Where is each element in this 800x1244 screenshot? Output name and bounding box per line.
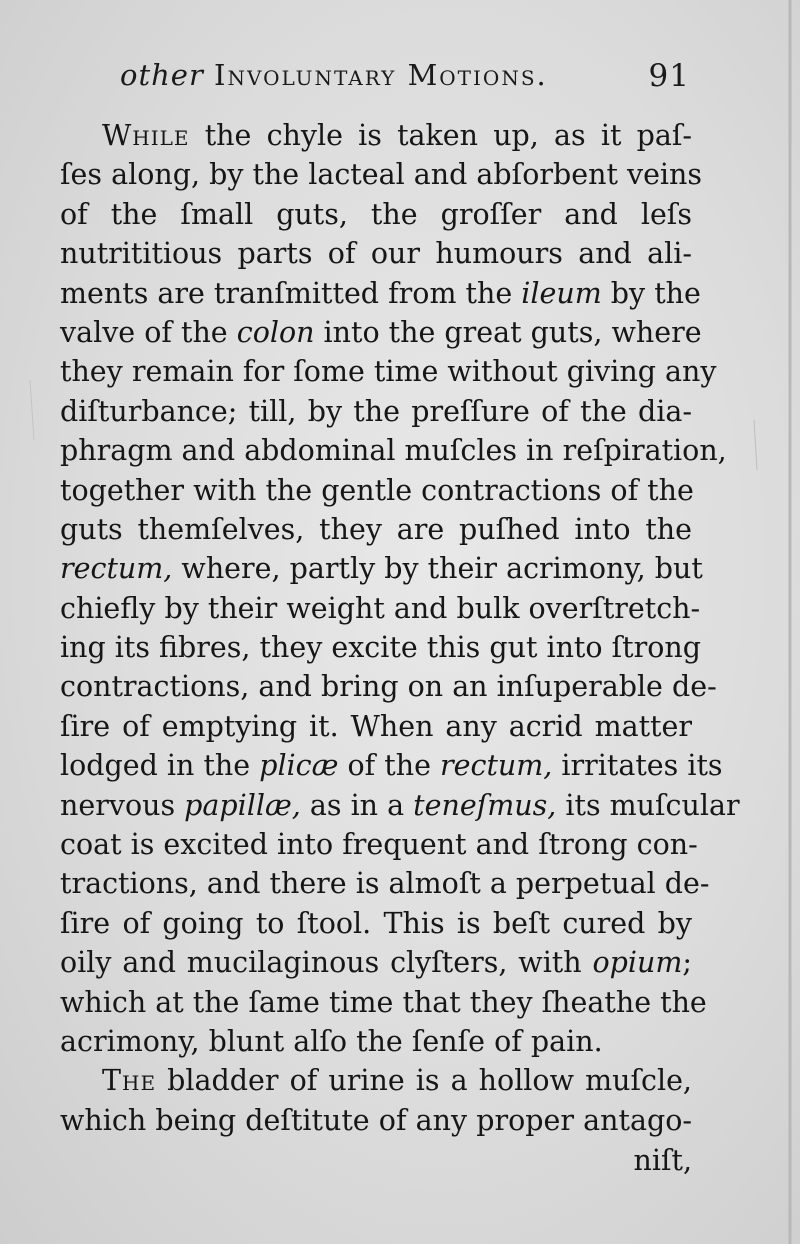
body-text bbox=[60, 116, 740, 1140]
text-line: While the chyle is taken up, as it paſ- bbox=[102, 119, 693, 152]
text-line: together with the gentle contractions of the bbox=[60, 473, 694, 507]
text-line: tractions, and there is almoſt a perpetual de- bbox=[60, 867, 710, 901]
paragraph-lead: While bbox=[102, 119, 190, 152]
paragraph-lead: The bbox=[102, 1064, 157, 1098]
text-line: coat is excited into frequent and ſtrong con- bbox=[60, 828, 698, 862]
text-line: lodged in the plicæ of the rectum, irritates its bbox=[60, 749, 723, 783]
text-line: nutrititious parts of our humours and ali- bbox=[60, 237, 692, 271]
text-line: rectum, where, partly by their acrimony, but bbox=[60, 552, 703, 586]
text-line: valve of the colon into the great guts, where bbox=[60, 315, 702, 349]
text-line: which at the ſame time that they ſheathe the bbox=[60, 985, 707, 1019]
running-head-italic: other bbox=[120, 58, 204, 92]
text-line: phragm and abdominal muſcles in reſpiration, bbox=[60, 434, 727, 468]
text-line: oily and mucilaginous clyſters, with opium; bbox=[60, 946, 692, 980]
text-line: of the ſmall guts, the groſſer and leſs bbox=[60, 197, 692, 231]
text-line: ſire of emptying it. When any acrid matter bbox=[60, 709, 692, 743]
text-line: ments are tranſmitted from the ileum by the bbox=[60, 276, 701, 310]
text-line: diſturbance; till, by the preſſure of the dia- bbox=[60, 394, 692, 428]
text-line: they remain for ſome time without giving any bbox=[60, 355, 717, 389]
text-line: ſes along, by the lacteal and abſorbent veins bbox=[60, 158, 703, 192]
text-line: acrimony, blunt alſo the ſenſe of pain. bbox=[60, 1024, 603, 1058]
catchword: niſt, bbox=[633, 1144, 692, 1177]
text-line: contractions, and bring on an inſuperable de- bbox=[60, 670, 717, 704]
running-head-title: Involuntary Motions. bbox=[214, 58, 548, 92]
text-line: ſire of going to ſtool. This is beſt cured by bbox=[60, 906, 692, 940]
text-line: nervous papillæ, as in a teneſmus, its muſcular bbox=[60, 788, 740, 822]
text-line: The bladder of urine is a hollow muſcle, bbox=[102, 1064, 692, 1098]
text-line: guts themſelves, they are puſhed into the bbox=[60, 512, 692, 546]
text-line: which being deſtitute of any proper antago- bbox=[60, 1103, 692, 1137]
running-head bbox=[120, 58, 690, 108]
page-number: 91 bbox=[648, 58, 690, 94]
text-line: ing its fibres, they excite this gut into ſtrong bbox=[60, 631, 701, 665]
text-line: chiefly by their weight and bulk overſtretch- bbox=[60, 591, 701, 625]
